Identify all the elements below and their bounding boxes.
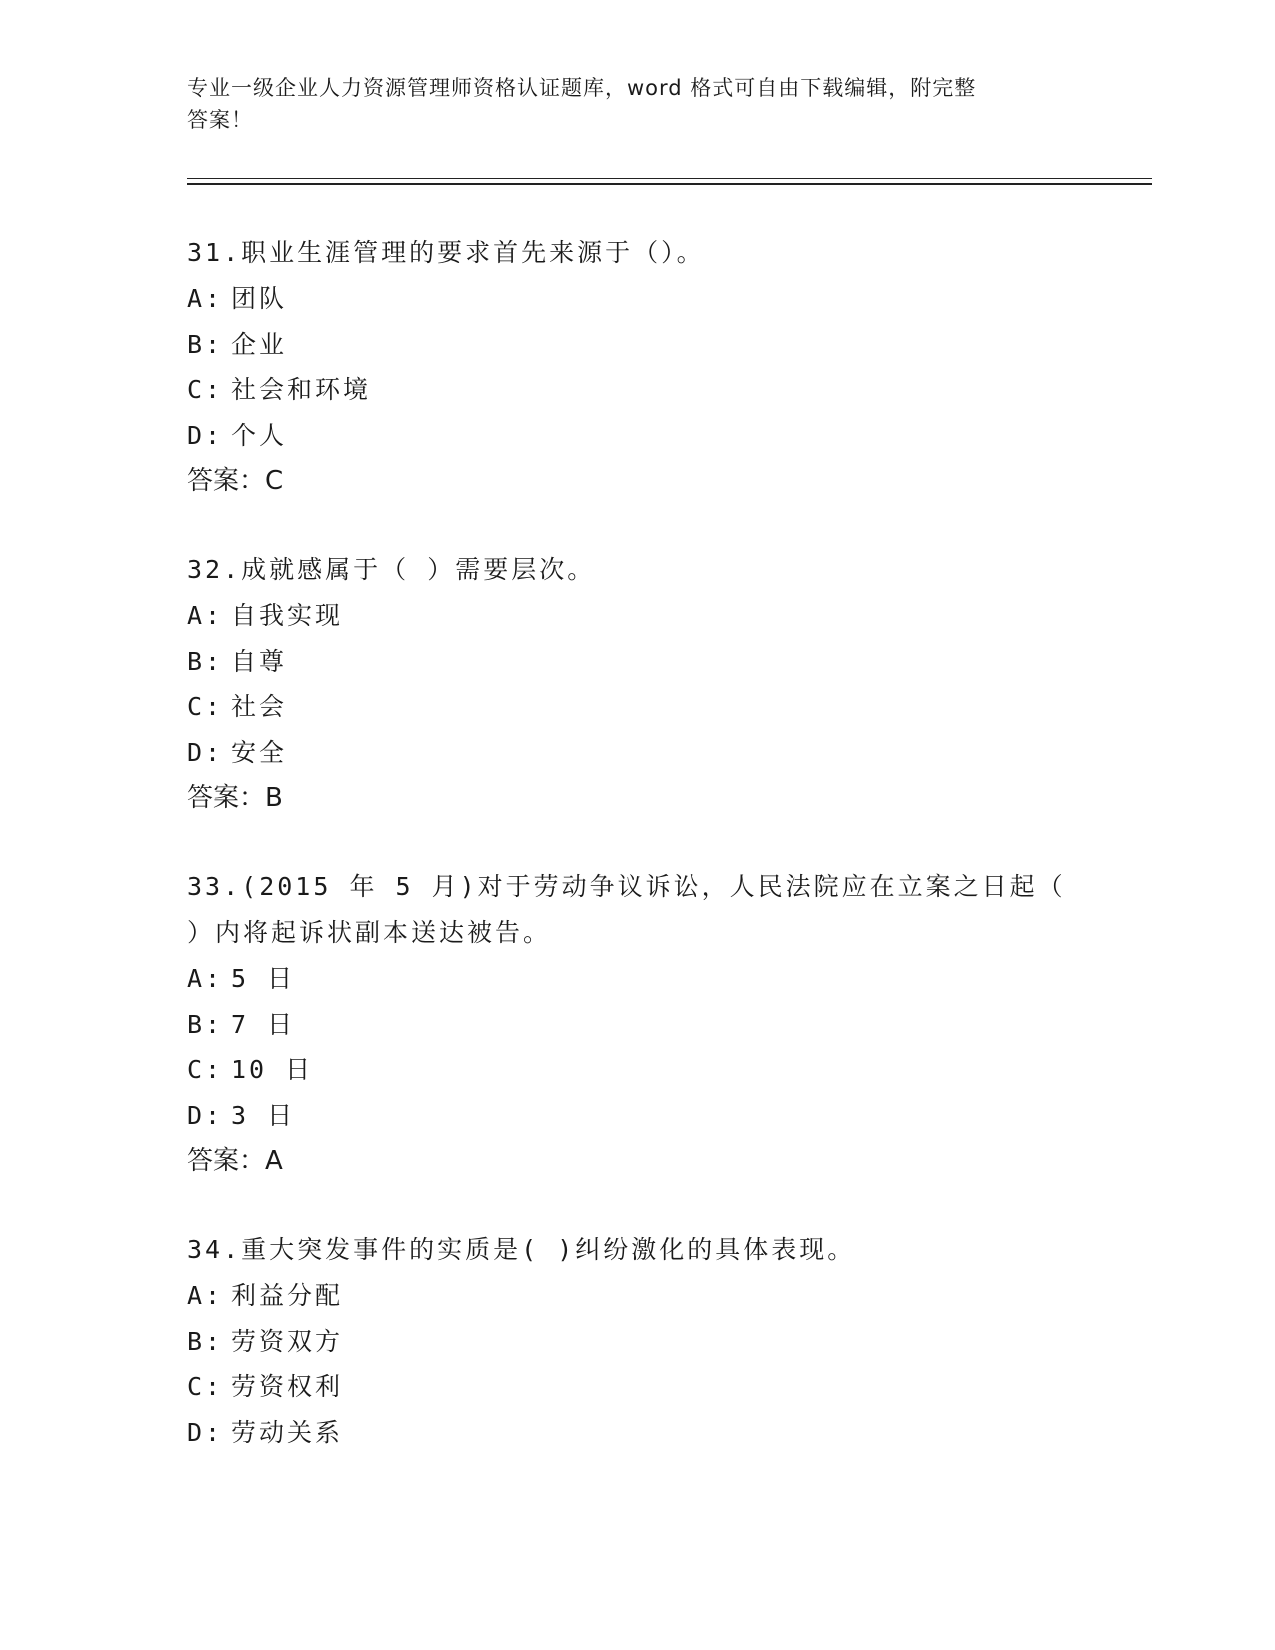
question-stem: 34.重大突发事件的实质是( )纠纷激化的具体表现。 bbox=[187, 1235, 856, 1264]
header-divider-thin bbox=[187, 178, 1152, 179]
question-list bbox=[187, 230, 1087, 1498]
option-d: D: 3 日 bbox=[187, 1100, 296, 1130]
option-c: C: 10 日 bbox=[187, 1055, 314, 1084]
question-33 bbox=[187, 864, 1087, 1184]
question-31 bbox=[187, 230, 1087, 504]
question-32 bbox=[187, 547, 1087, 821]
option-c: C: 劳资权利 bbox=[187, 1372, 344, 1401]
question-34 bbox=[187, 1227, 1087, 1455]
option-a: A: 团队 bbox=[187, 284, 288, 313]
option-a: A: 自我实现 bbox=[187, 601, 344, 630]
header-line-1: 专业一级企业人力资源管理师资格认证题库，word 格式可自由下载编辑，附完整 bbox=[187, 76, 977, 100]
header-divider-thick bbox=[187, 183, 1152, 185]
answer-label: 答案：A bbox=[187, 1146, 283, 1176]
document-header bbox=[187, 72, 1067, 136]
option-b: B: 自尊 bbox=[187, 646, 288, 676]
option-b: B: 7 日 bbox=[187, 1009, 296, 1039]
option-b: B: 劳资双方 bbox=[187, 1326, 344, 1356]
option-b: B: 企业 bbox=[187, 329, 288, 359]
option-c: C: 社会和环境 bbox=[187, 375, 372, 404]
answer-label: 答案：B bbox=[187, 783, 283, 813]
option-d: D: 劳动关系 bbox=[187, 1417, 344, 1447]
question-stem: 32.成就感属于（ ）需要层次。 bbox=[187, 555, 596, 584]
option-a: A: 5 日 bbox=[187, 964, 296, 993]
header-line-2: 答案！ bbox=[187, 108, 253, 132]
answer-label: 答案：C bbox=[187, 466, 284, 496]
question-stem: 31.职业生涯管理的要求首先来源于（）。 bbox=[187, 238, 705, 267]
option-d: D: 安全 bbox=[187, 737, 288, 767]
option-c: C: 社会 bbox=[187, 692, 288, 721]
question-stem: 33.(2015 年 5 月)对于劳动争议诉讼，人民法院应在立案之日起（ bbox=[187, 872, 1066, 901]
option-a: A: 利益分配 bbox=[187, 1281, 344, 1310]
question-stem-continued: ）内将起诉状副本送达被告。 bbox=[187, 918, 552, 947]
option-d: D: 个人 bbox=[187, 420, 288, 450]
